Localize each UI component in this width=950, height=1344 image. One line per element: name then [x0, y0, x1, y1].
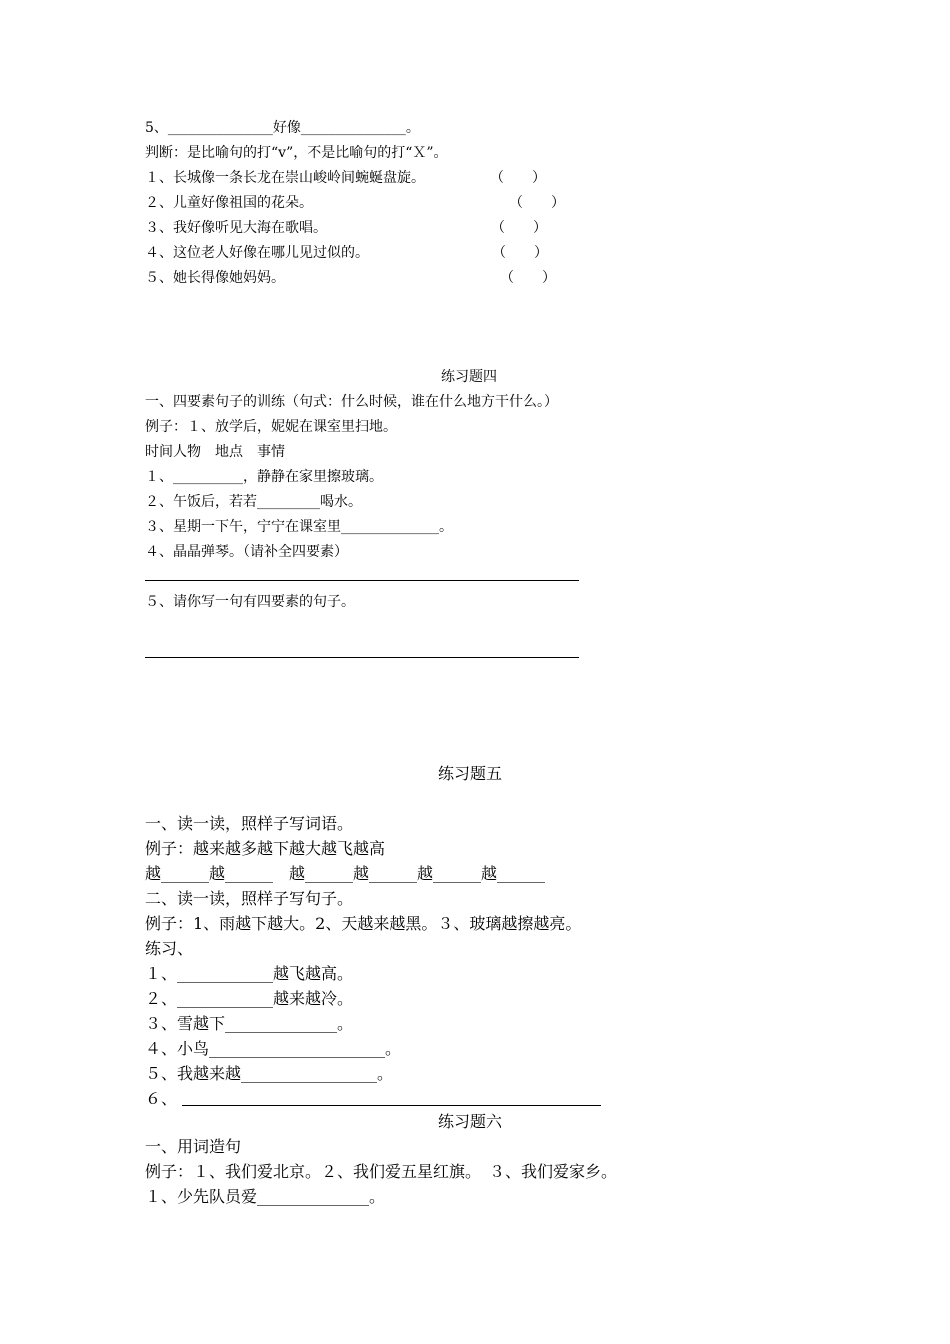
four-elements-labels: 时间人物 地点 事情 — [145, 444, 285, 460]
judge-item-4: ４、这位老人好像在哪儿见过似的。 — [145, 245, 369, 261]
section-6-heading: 一、用词造句 — [145, 1137, 242, 1156]
section-5-part-2-heading: 二、读一读，照样子写句子。 — [145, 889, 354, 908]
section-5-item-1: １、____________越飞越高。 — [145, 964, 354, 983]
section-5-item-5: ５、我越来越_________________。 — [145, 1064, 394, 1083]
section-5-item-3: ３、雪越下______________。 — [145, 1014, 354, 1033]
section-5-title: 练习题五 — [438, 764, 503, 783]
section-5-item-4: ４、小鸟______________________。 — [145, 1039, 402, 1058]
judge-item-1: １、长城像一条长龙在崇山峻岭间蜿蜒盘旋。 — [145, 170, 425, 186]
section-5-part-1-example: 例子：越来越多越下越大越飞越高 — [145, 839, 386, 858]
judge-instruction: 判断：是比喻句的打“v”，不是比喻句的打“Ｘ”。 — [145, 145, 448, 161]
section-4-item-1: １、__________，静静在家里擦玻璃。 — [145, 469, 383, 485]
section-4-example: 例子：１、放学后，妮妮在课室里扫地。 — [145, 419, 397, 435]
section-4-item-2: ２、午饭后，若若_________喝水。 — [145, 494, 362, 510]
answer-line-4[interactable] — [145, 580, 579, 581]
judge-item-5: ５、她长得像她妈妈。 — [145, 270, 285, 286]
section-4-title: 练习题四 — [441, 369, 497, 385]
section-6-title: 练习题六 — [438, 1112, 503, 1131]
answer-line-6[interactable] — [182, 1105, 601, 1106]
section-5-part-2-example: 例子：1、雨越下越大。2、天越来越黑。３、玻璃越擦越亮。 — [145, 914, 582, 933]
judge-bracket-1[interactable]: （ ） — [490, 170, 546, 186]
section-6-item-1: １、少先队员爱______________。 — [145, 1187, 386, 1206]
section-4-item-4: ４、晶晶弹琴。（请补全四要素） — [145, 544, 348, 560]
judge-item-3: ３、我好像听见大海在歌唱。 — [145, 220, 327, 236]
practice-label: 练习、 — [145, 939, 194, 958]
section-5-part-1-blanks[interactable]: 越______越______ 越______越______越______越______ — [145, 864, 546, 883]
section-4-heading: 一、四要素句子的训练（句式：什么时候，谁在什么地方干什么。） — [145, 394, 558, 410]
item-5-simile: 5、_______________好像_______________。 — [145, 120, 420, 136]
judge-bracket-3[interactable]: （ ） — [491, 220, 547, 236]
section-4-item-5: ５、请你写一句有四要素的句子。 — [145, 594, 355, 610]
section-5-item-2: ２、____________越来越冷。 — [145, 989, 354, 1008]
judge-bracket-4[interactable]: （ ） — [492, 245, 548, 261]
judge-item-2: ２、儿童好像祖国的花朵。 — [145, 195, 313, 211]
answer-line-5[interactable] — [145, 657, 579, 658]
section-5-part-1-heading: 一、读一读，照样子写词语。 — [145, 814, 354, 833]
section-6-example: 例子：１、我们爱北京。２、我们爱五星红旗。 ３、我们爱家乡。 — [145, 1162, 618, 1181]
section-5-item-6: ６、 — [145, 1089, 178, 1108]
judge-bracket-2[interactable]: （ ） — [509, 195, 565, 211]
section-4-item-3: ３、星期一下午，宁宁在课室里______________。 — [145, 519, 453, 535]
judge-bracket-5[interactable]: （ ） — [500, 270, 556, 286]
